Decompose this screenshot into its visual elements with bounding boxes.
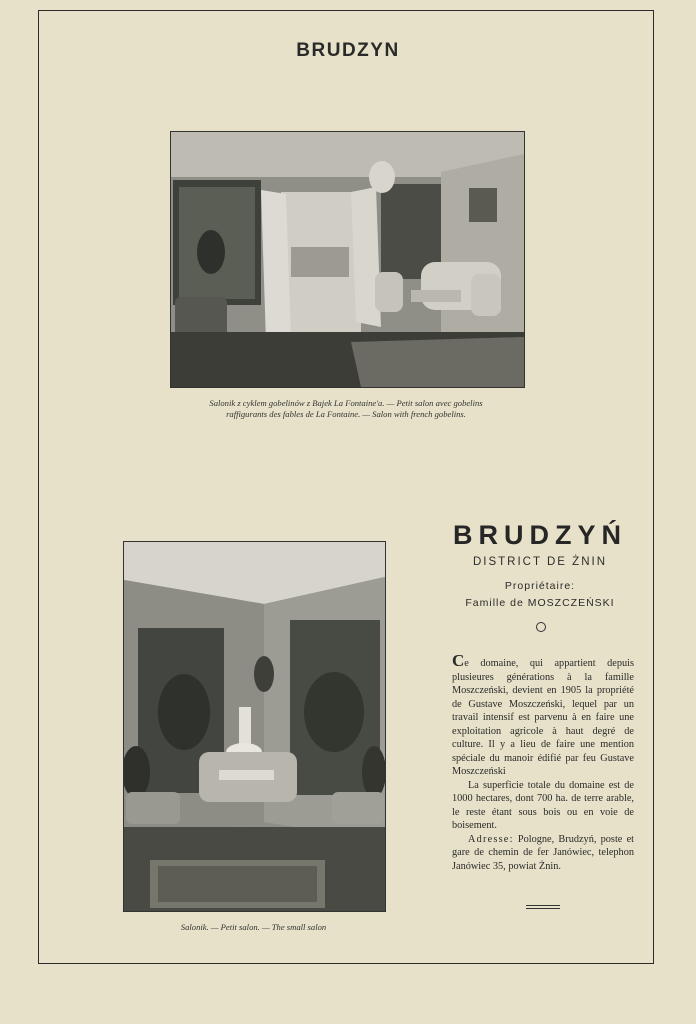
address-text: Pologne, Brudzyń, poste et gare de chemin de fer Janówiec, telephon Janówiec 35, powiat Żnin. bbox=[452, 833, 635, 872]
estate-district: DISTRICT DE ŻNIN bbox=[472, 556, 607, 568]
small-salon-caption: Salonik. — Petit salon. — The small salon bbox=[180, 922, 327, 932]
caption-line: raffigurants des fables de La Fontaine. — Salon with french gobelins. bbox=[226, 409, 466, 419]
address-paragraph bbox=[452, 833, 634, 874]
description-paragraph bbox=[452, 651, 634, 779]
small-salon-photo bbox=[123, 541, 386, 912]
drop-cap: C bbox=[452, 651, 465, 670]
area-paragraph: La superficie totale du domaine est de 1000 hectares, dont 700 ha. de terre arable, le reste étant sous bois ou en voie de boisement. bbox=[452, 779, 634, 831]
salon-gobelins-caption bbox=[150, 398, 542, 420]
salon-gobelins-photo bbox=[170, 131, 525, 388]
estate-name: BRUDZYŃ bbox=[453, 520, 627, 550]
address-label: Adresse: bbox=[468, 833, 514, 845]
caption-line: Salonik z cyklem gobelinów z Bajek La Fontaine'a. — Petit salon avec gobelins bbox=[209, 398, 483, 408]
circle-ornament-icon bbox=[536, 622, 546, 632]
estate-description bbox=[452, 651, 635, 873]
paragraph-text: e domaine, qui appartient depuis plusieures générations à la famille Moszczeński, devient en 1905 la propriété de Gustave Moszczeński, lequel par un travail intensif est parvenu à en faire une exploitation agricole à haut degré de culture. Il y a lieu de faire une mention spéciale du manoir édifié par feu Gustave Moszczeński bbox=[452, 658, 634, 777]
end-rule bbox=[526, 905, 560, 909]
page-title: BRUDZYN bbox=[296, 40, 400, 61]
owner-name: Famille de MOSZCZEŃSKI bbox=[465, 597, 615, 609]
owner-label: Propriétaire: bbox=[504, 580, 576, 592]
